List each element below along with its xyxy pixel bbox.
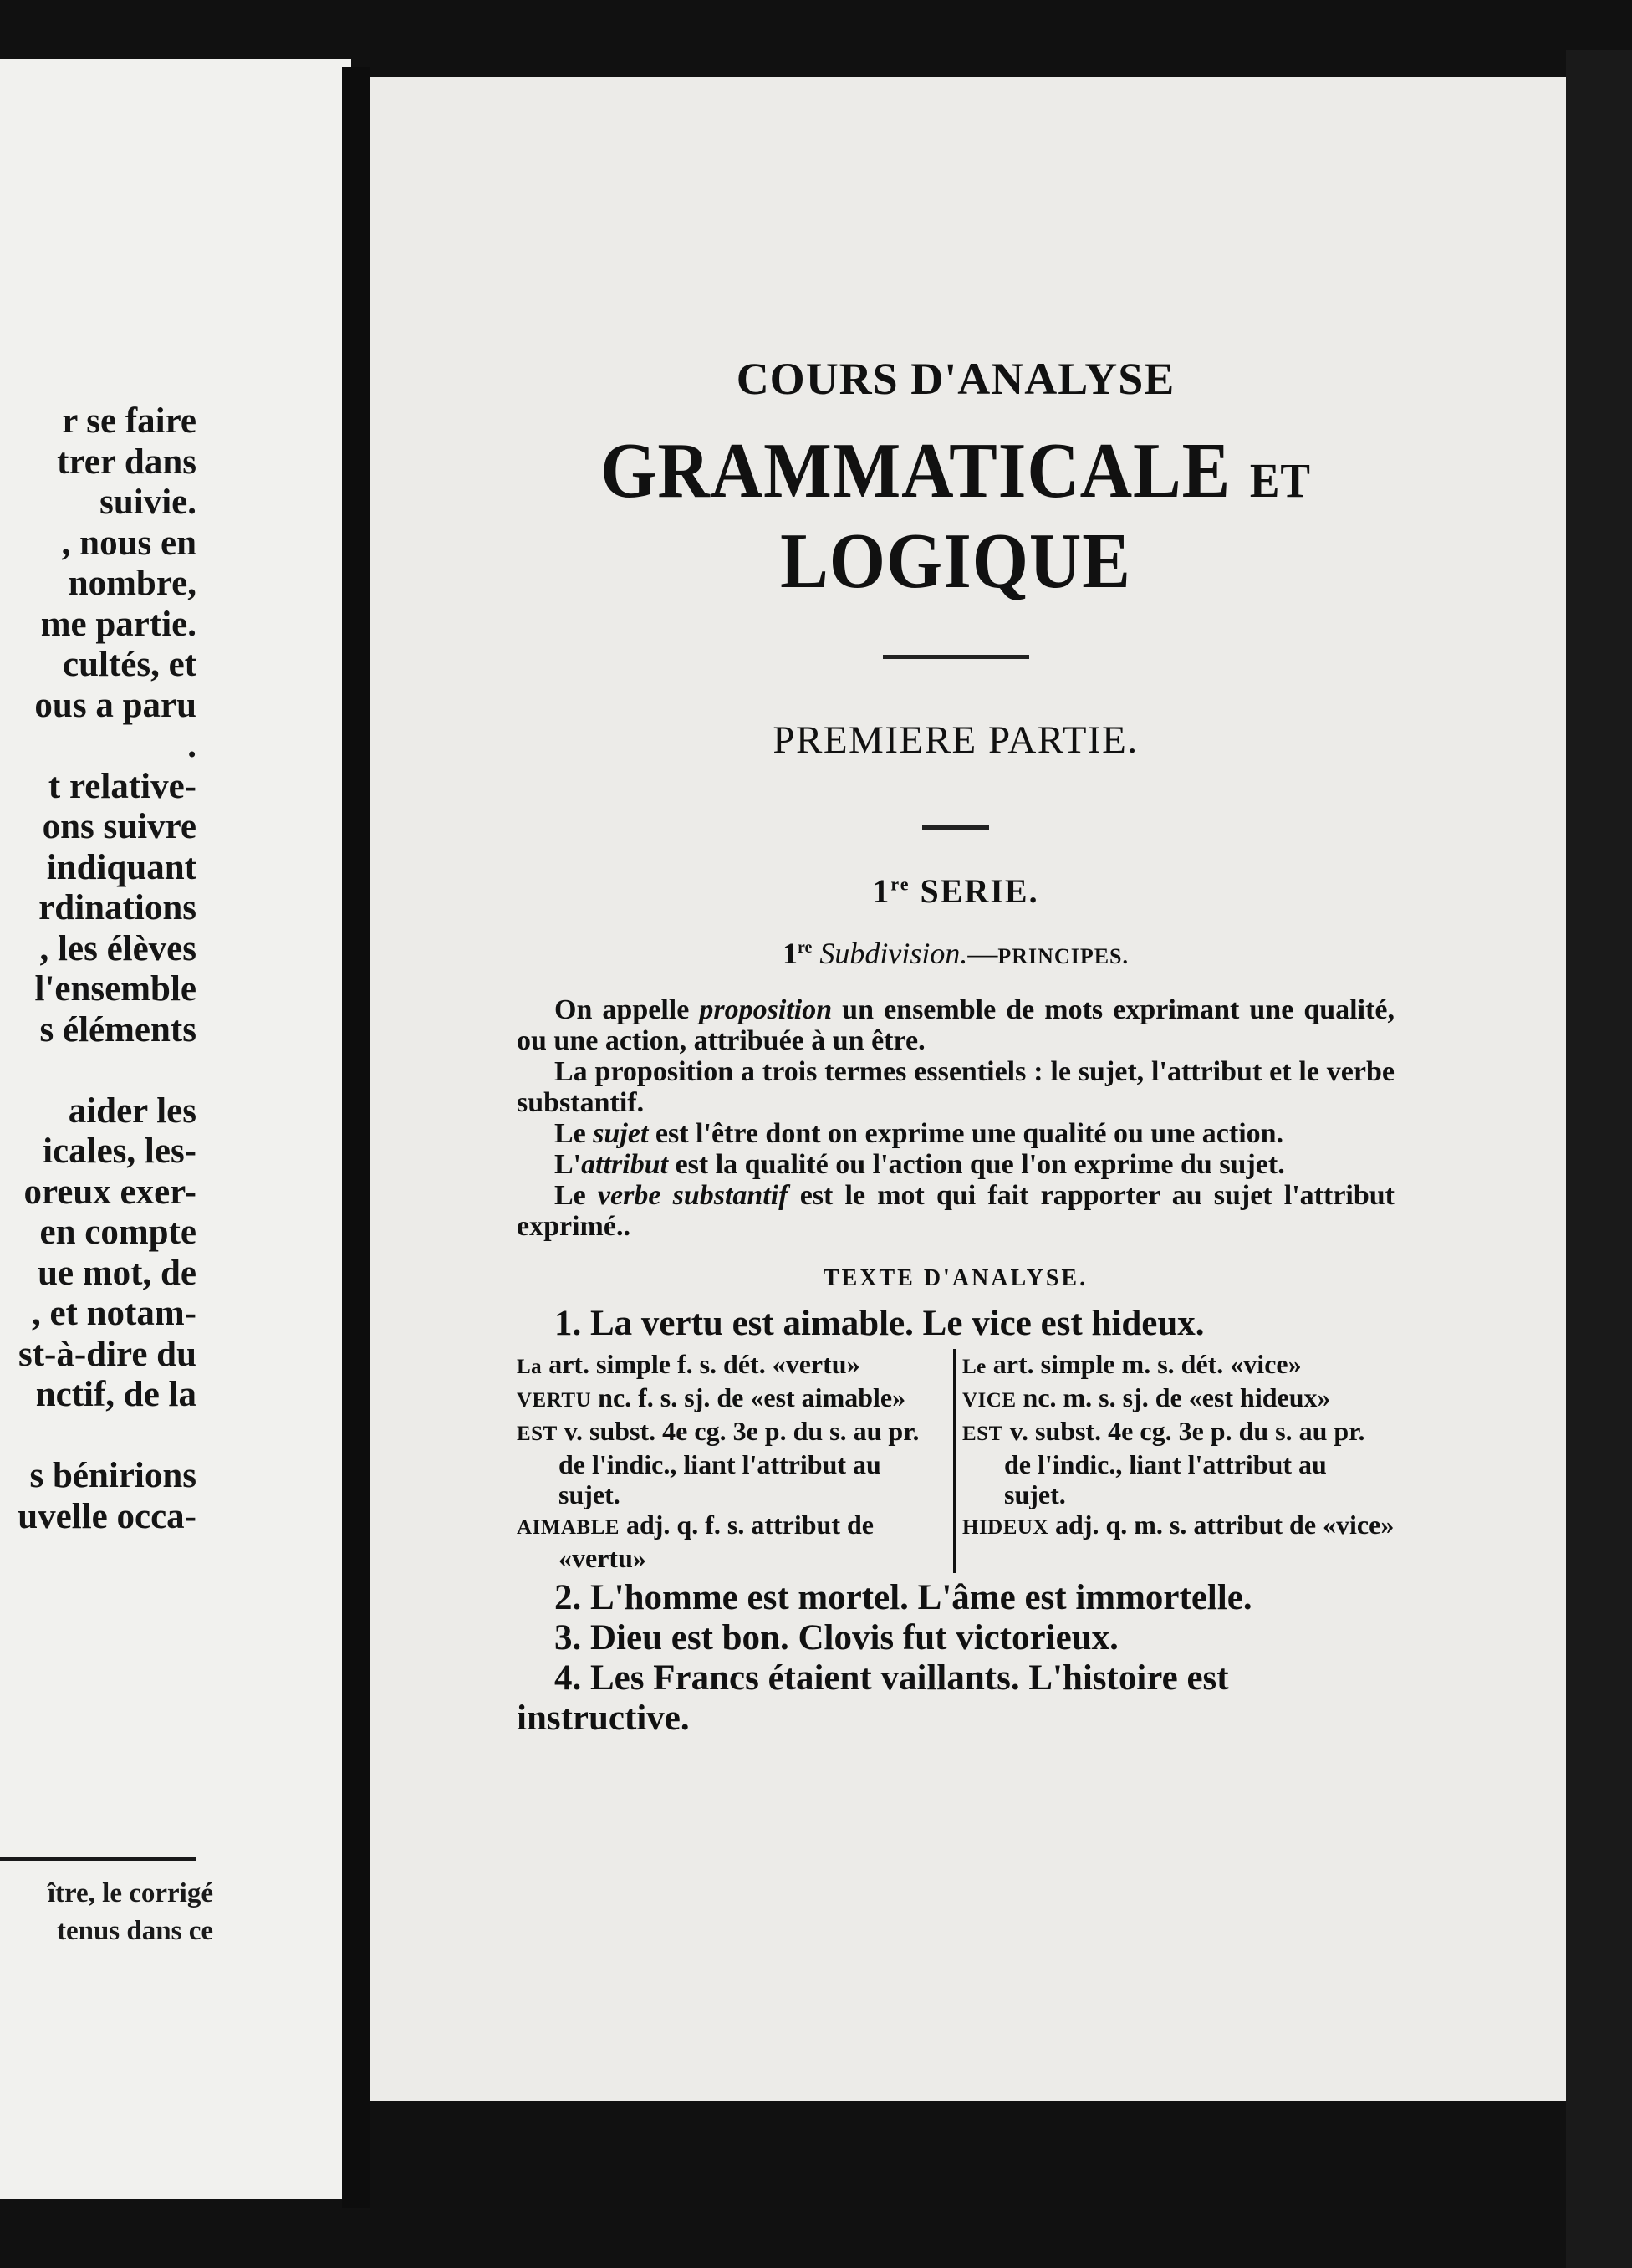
text-run: Le — [554, 1180, 598, 1211]
serie-heading — [517, 871, 1395, 911]
main-title-conjunction: ET — [1249, 453, 1311, 508]
entry-head: EST — [517, 1423, 558, 1445]
analysis-entry — [517, 1509, 948, 1573]
subdiv-dash: — — [967, 937, 998, 970]
text-run: Le — [554, 1118, 594, 1149]
entry-head: Le — [962, 1356, 987, 1378]
analysis-entry — [962, 1416, 1395, 1509]
left-line: trer dans — [57, 442, 196, 482]
left-line — [0, 1416, 196, 1457]
left-line: oreux exer- — [23, 1172, 196, 1212]
entry-head: La — [517, 1356, 543, 1378]
term-attribut: attribut — [581, 1149, 669, 1180]
left-line: nombre, — [68, 564, 196, 603]
left-line: st-à-dire du — [18, 1334, 196, 1374]
left-line: r se faire — [62, 401, 196, 441]
main-title — [552, 426, 1359, 606]
entry-text: adj. q. m. s. attribut de «vice» — [1048, 1509, 1395, 1540]
texte-heading: TEXTE D'ANALYSE. — [823, 1265, 1089, 1291]
text-run: On appelle — [554, 994, 700, 1025]
book-gutter — [342, 67, 370, 2208]
text-run: est le mot qui fait rapporter au sujet l'attribut exprimé.. — [517, 1180, 1395, 1242]
left-line: aider les — [68, 1091, 196, 1131]
left-page — [0, 59, 351, 2199]
subdivision-heading — [517, 936, 1395, 971]
left-page-text — [0, 401, 196, 1537]
left-line: icales, les- — [43, 1131, 196, 1171]
analysis-entry — [962, 1349, 1395, 1382]
term-proposition: proposition — [699, 994, 833, 1025]
paragraph-termes: La proposition a trois termes essentiels : le sujet, l'attribut et le verbe substantif. — [517, 1056, 1395, 1118]
entry-text: nc. f. s. sj. de «est aimable» — [591, 1382, 906, 1412]
entry-text: v. subst. 4e cg. 3e p. du s. au pr. de l'indic., liant l'attribut au sujet. — [1002, 1416, 1365, 1509]
left-line: indiquant — [46, 847, 196, 887]
left-line: ons suivre — [42, 807, 196, 846]
left-line: en compte — [39, 1213, 196, 1252]
left-line: s éléments — [39, 1009, 196, 1050]
part-title: PREMIERE PARTIE. — [773, 718, 1139, 762]
subdiv-label: Subdivision. — [812, 937, 968, 970]
entry-head: AIMABLE — [517, 1516, 620, 1539]
left-line: ue mot, de — [38, 1253, 196, 1293]
analysis-entry — [517, 1416, 948, 1509]
entry-head: EST — [962, 1423, 1003, 1445]
paragraph-verbe — [517, 1180, 1395, 1242]
entry-text: adj. q. f. s. attribut de «vertu» — [558, 1509, 874, 1573]
subdiv-number: 1 — [782, 937, 798, 970]
main-title-part: LOGIQUE — [780, 518, 1131, 605]
left-line: , et notam- — [31, 1294, 196, 1333]
footnote-line: tenus dans ce — [56, 1916, 213, 1946]
serie-number: 1 — [872, 872, 891, 910]
analysis-entry — [962, 1382, 1395, 1416]
left-line: s bénirions — [29, 1456, 196, 1495]
footnote-rule — [0, 1857, 196, 1861]
analysis-entry — [517, 1382, 948, 1416]
paragraph-attribut — [517, 1149, 1395, 1180]
analysis-entry — [962, 1509, 1395, 1543]
analysis-table — [517, 1349, 1395, 1573]
text-run: L' — [554, 1149, 582, 1180]
left-line: rdinations — [38, 888, 196, 927]
left-line: suivie. — [99, 483, 196, 522]
entry-head: VERTU — [517, 1389, 592, 1412]
left-line: . — [187, 726, 196, 765]
paragraph-proposition — [517, 994, 1395, 1056]
entry-head: VICE — [962, 1389, 1017, 1412]
left-line: , les élèves — [39, 928, 196, 968]
left-line: me partie. — [40, 604, 196, 644]
left-footnote — [0, 1875, 213, 1950]
analysis-entry — [517, 1349, 948, 1382]
right-page — [370, 77, 1566, 2101]
example-2: 2. L'homme est mortel. L'âme est immortelle. — [554, 1578, 1252, 1617]
footnote-line: ître, le corrigé — [47, 1878, 213, 1908]
page-edge-shadow — [1566, 50, 1632, 2268]
analysis-column-right — [956, 1349, 1395, 1573]
entry-text: nc. m. s. sj. de «est hideux» — [1016, 1382, 1331, 1412]
left-line: uvelle occa- — [18, 1496, 196, 1536]
paragraph-sujet — [517, 1118, 1395, 1149]
title-rule — [883, 655, 1029, 659]
left-line: , nous en — [61, 523, 196, 563]
example-3: 3. Dieu est bon. Clovis fut victorieux. — [554, 1618, 1119, 1658]
part-rule — [922, 825, 989, 830]
subdiv-superscript: re — [797, 938, 813, 957]
serie-word: SERIE. — [910, 872, 1039, 910]
left-line: t relative- — [48, 766, 196, 806]
left-line — [0, 1050, 196, 1091]
text-run: un ensemble de mots exprimant une qualité, ou une action, attribuée à un être. — [517, 994, 1395, 1056]
example-1: 1. La vertu est aimable. Le vice est hideux. — [554, 1304, 1205, 1343]
left-line: l'ensemble — [34, 969, 196, 1009]
serie-superscript: re — [890, 873, 910, 895]
example-4: 4. Les Francs étaient vaillants. L'histoire est — [554, 1658, 1229, 1698]
example-4-continued: instructive. — [517, 1698, 690, 1738]
subdiv-principes: PRINCIPES. — [997, 944, 1130, 968]
text-run: est la qualité ou l'action que l'on exprime du sujet. — [668, 1149, 1285, 1180]
page-content — [517, 353, 1395, 1739]
entry-text: v. subst. 4e cg. 3e p. du s. au pr. de l'indic., liant l'attribut au sujet. — [557, 1416, 920, 1509]
term-verbe-substantif: verbe substantif — [597, 1180, 788, 1211]
analysis-column-left — [517, 1349, 956, 1573]
text-run: est l'être dont on exprime une qualité ou une action. — [648, 1118, 1284, 1149]
entry-head: HIDEUX — [962, 1516, 1049, 1539]
entry-text: art. simple f. s. dét. «vertu» — [542, 1349, 860, 1379]
term-sujet: sujet — [593, 1118, 649, 1149]
entry-text: art. simple m. s. dét. «vice» — [986, 1349, 1302, 1379]
left-line: ous a paru — [34, 685, 196, 725]
left-line: cultés, et — [63, 645, 196, 684]
main-title-part: GRAMMATICALE — [600, 427, 1250, 514]
series-title: COURS D'ANALYSE — [736, 354, 1176, 404]
left-line: nctif, de la — [35, 1375, 196, 1414]
